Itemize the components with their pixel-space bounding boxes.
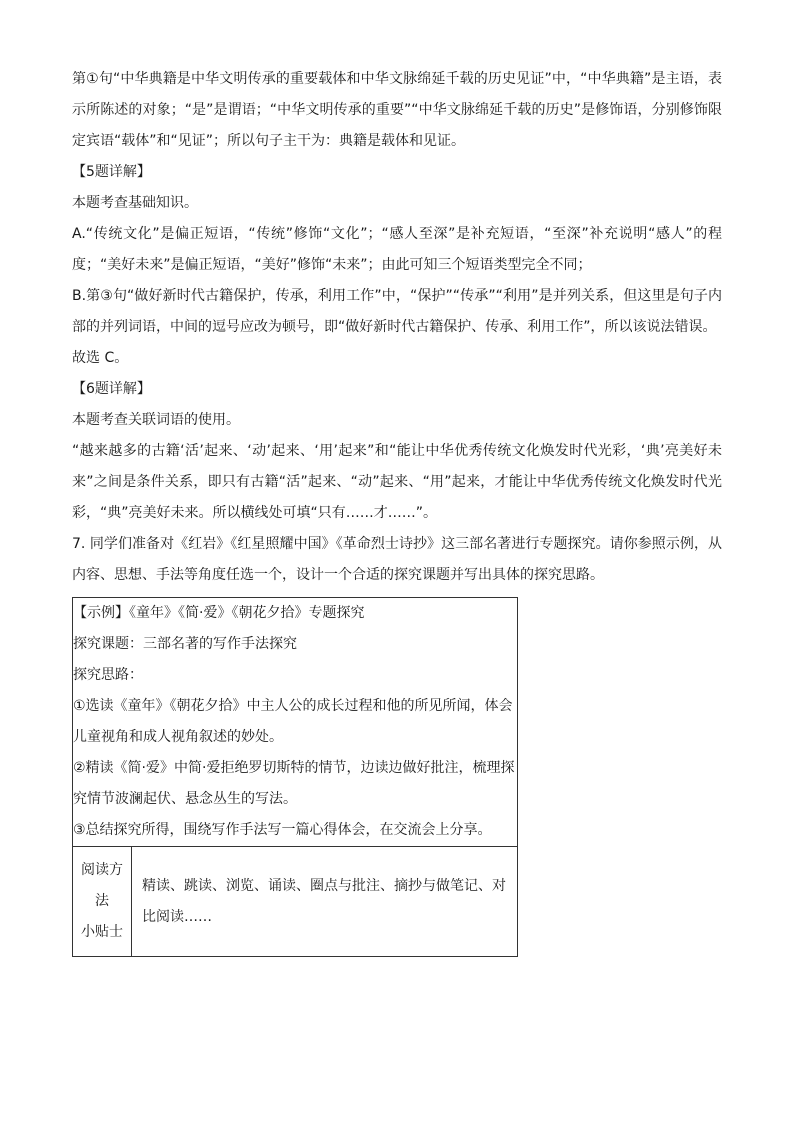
paragraph-q5-intro: 本题考查基础知识。: [72, 195, 198, 211]
paragraph-q5-option-b: B.第③句“做好新时代古籍保护，传承，利用工作”中，“保护”“传承”“利用”是并列关系，但这里是句子内部的并列词语，中间的逗号应改为顿号，即“做好新时代古籍保护、传承、利用工作”，所以该说法错误。: [72, 288, 722, 335]
example-step-1: ①选读《童年》《朝花夕拾》中主人公的成长过程和他的所见所闻，体会儿童视角和成人视角叙述的妙处。: [73, 698, 513, 745]
example-row: [73, 598, 518, 847]
example-title: 【示例】《童年》《简·爱》《朝花夕拾》专题探究: [73, 605, 365, 621]
question-7-prompt: 7. 同学们准备对《红岩》《红星照耀中国》《革命烈士诗抄》这三部名著进行专题探究。请你参照示例，从内容、思想、手法等角度任选一个，设计一个合适的探究课题并写出具体的探究思路。: [72, 536, 722, 583]
tips-label-line-3: 小贴士: [81, 924, 123, 940]
tips-label-line-2: 法: [95, 893, 109, 909]
paragraph-q6-explanation: “越来越多的古籍‘活’起来、‘动’起来、‘用’起来”和“能让中华优秀传统文化焕发时代光彩，‘典’亮美好未来”之间是条件关系，即只有古籍“活”起来、“动”起来、“用”起来，才能让中华优秀传统文化焕发时代光彩，“典”亮美好未来。所以横线处可填“只有……才……”。: [72, 443, 722, 521]
paragraph-q5-answer: 故选 C。: [72, 350, 129, 366]
tips-label-line-1: 阅读方: [81, 862, 123, 878]
example-table: [72, 597, 518, 957]
paragraph-q5-option-a: A.“传统文化”是偏正短语，“传统”修饰“文化”；“感人至深”是补充短语，“至深”补充说明“感人”的程度；“美好未来”是偏正短语，“美好”修饰“未来”；由此可知三个短语类型完全不同；: [72, 226, 722, 273]
section-heading-q6: 【6题详解】: [72, 381, 151, 397]
example-topic: 探究课题：三部名著的写作手法探究: [73, 636, 297, 652]
example-step-3: ③总结探究所得，围绕写作手法写一篇心得体会，在交流会上分享。: [73, 822, 492, 838]
document-page: [72, 64, 722, 957]
example-step-2: ②精读《简·爱》中简·爱拒绝罗切斯特的情节，边读边做好批注，梳理探究情节波澜起伏、悬念丛生的写法。: [73, 760, 515, 807]
paragraph-q6-intro: 本题考查关联词语的使用。: [72, 412, 240, 428]
tips-content: 精读、跳读、浏览、诵读、圈点与批注、摘抄与做笔记、对比阅读……: [132, 847, 518, 957]
example-steps-label: 探究思路：: [73, 667, 143, 683]
section-heading-q5: 【5题详解】: [72, 164, 151, 180]
example-cell: [73, 598, 518, 847]
paragraph-sentence-analysis: 第①句“中华典籍是中华文明传承的重要载体和中华文脉绵延千载的历史见证”中，“中华典籍”是主语，表示所陈述的对象；“是”是谓语；“中华文明传承的重要”“中华文脉绵延千载的历史”是修饰语，分别修饰限定宾语“载体”和“见证”；所以句子主干为：典籍是载体和见证。: [72, 71, 722, 149]
tips-row: [73, 847, 518, 957]
tips-label-cell: [73, 847, 132, 957]
